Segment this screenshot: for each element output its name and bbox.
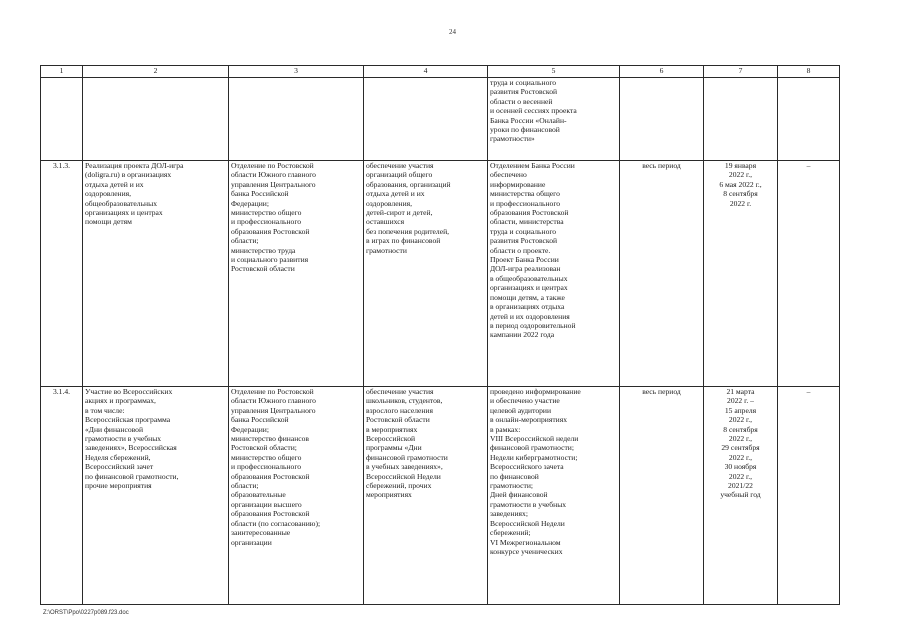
cell-line: обеспечено [490,170,527,180]
cell-line: взрослого населения [366,405,433,415]
cell-line: школьников, студентов, [366,396,443,406]
table-cell [488,78,620,161]
cell-line: Федерации; [231,198,269,208]
plan-table [40,65,840,605]
cell-line: 2021/22 [728,481,753,491]
note-cell: – [778,161,840,387]
cell-line: без попечения родителей, [366,226,450,236]
cell-line: Отделением Банка России [490,161,575,170]
file-path-footer: Z:\ORST\Ppo\0227p089.f23.doc [43,610,129,616]
cell-line: в мероприятиях [366,424,418,434]
cell-line: министерство общего [231,208,302,218]
cell-line: 2022 г. [729,198,752,208]
cell-line: конкурсе ученических [490,546,563,556]
cell-line: 8 сентября [723,424,758,434]
cell-line: 19 января [724,161,757,170]
responsible-cell [229,161,364,387]
cell-line: Недели киберграмотности; [490,452,578,462]
column-header: 4 [364,66,488,78]
cell-line: и профессионального [231,217,302,227]
cell-line: Ростовской области [366,415,430,425]
cell-line: акциях и программах, [85,396,156,406]
cell-line: Неделя сбережений, [85,452,151,462]
cell-line: Банка России «Онлайн- [490,115,567,125]
column-header: 6 [620,66,704,78]
cell-line: управления Центрального [231,179,316,189]
column-header: 1 [41,66,83,78]
cell-line: ДОЛ-игра реализован [490,264,561,274]
cell-line: развития Ростовской [490,87,558,97]
cell-line: заведениях», Всероссийская [85,443,177,453]
cell-line: в онлайн-мероприятиях [490,415,568,425]
cell-line: организации высшего [231,499,302,509]
cell-line: Всероссийской [366,434,416,444]
cell-line: области Южного главного [231,396,316,406]
cell-line: 2022 г., [728,170,753,180]
cell-line: 30 ноября [724,462,757,472]
continuation-row [41,78,840,161]
cell-line: организаций общего [366,170,433,180]
page-number: 24 [449,28,456,36]
cell-line: обеспечение участия [366,387,434,396]
column-header: 8 [778,66,840,78]
cell-line: министерства общего [490,189,560,199]
cell-line: 8 сентября [723,189,758,199]
cell-line: управления Центрального [231,405,316,415]
cell-line: министерство труда [231,245,296,255]
cell-line: Всероссийского зачета [490,462,564,472]
result-cell [488,387,620,605]
column-header: 2 [83,66,229,78]
cell-line: области; [231,236,259,246]
goal-cell [364,387,488,605]
table-row [41,387,840,605]
cell-line: по финансовой [490,471,539,481]
cell-line: в играх по финансовой [366,236,441,246]
cell-line: грамотности в учебных [85,434,162,444]
cell-line: организациях и центрах [490,283,568,293]
cell-line: отдыха детей и их [85,179,144,189]
cell-line: учебный год [720,490,761,500]
cell-line: образования Ростовской [231,471,310,481]
table-cell [778,78,840,161]
goal-cell [364,161,488,387]
cell-line: 15 апреля [724,405,757,415]
cell-line: в рамках: [490,424,521,434]
cell-line: сбережений, прочих [366,481,432,491]
cell-line: области; [231,481,259,491]
cell-line: и обеспечено участие [490,396,560,406]
cell-line: Всероссийской Недели [490,518,565,528]
cell-line: сбережений; [490,528,531,538]
cell-line: помощи детям, а также [490,292,565,302]
cell-line: области о проекте. [490,245,551,255]
cell-line: организации [231,537,272,547]
cell-line: области (по согласованию); [231,518,321,528]
column-header: 3 [229,66,364,78]
period-cell: весь период [620,161,704,387]
table-cell [704,78,778,161]
cell-line: 2022 г., [728,452,753,462]
cell-line: образовательные [231,490,286,500]
cell-line: грамотности; [490,481,534,491]
period-cell: весь период [620,387,704,605]
cell-line: Всероссийская программа [85,415,171,425]
cell-line: в том числе: [85,405,125,415]
cell-line: образования Ростовской [231,226,310,236]
header-row [41,66,840,78]
table-cell [620,78,704,161]
cell-line: Всероссийской Недели [366,471,441,481]
cell-line: заинтересованные [231,528,291,538]
cell-line: информирование [490,179,546,189]
cell-line: 6 мая 2022 г., [719,179,762,189]
cell-line: Дней финансовой [490,490,548,500]
cell-line: министерство финансов [231,434,310,444]
cell-line: финансовой грамотности [366,452,448,462]
cell-line: Проект Банка России [490,255,559,265]
cell-line: труда и социального [490,226,557,236]
table-cell [229,78,364,161]
cell-line: организациях и центрах [85,208,163,218]
cell-line: оздоровления, [85,189,132,199]
table-row [41,161,840,387]
cell-line: грамотности в учебных [490,499,567,509]
responsible-cell [229,387,364,605]
cell-line: 21 марта [726,387,755,396]
cell-line: банка Российской [231,189,289,199]
cell-line: VIII Всероссийской недели [490,434,579,444]
row-number: 3.1.4. [41,387,83,605]
column-header: 7 [704,66,778,78]
cell-line: и профессионального [490,198,561,208]
cell-line: мероприятиях [366,490,412,500]
cell-line: заведениях; [490,509,528,519]
cell-line: Отделение по Ростовской [231,387,314,396]
activity-cell [83,161,229,387]
activity-cell [83,387,229,605]
cell-line: 2022 г. – [727,396,754,406]
cell-line: образования, организаций [366,179,451,189]
cell-line: грамотности [366,245,407,255]
cell-line: грамотности» [490,134,535,144]
cell-line: в организациях отдыха [490,302,565,312]
cell-line: Участие во Всероссийских [85,387,173,396]
cell-line: помощи детям [85,217,132,227]
cell-line: развития Ростовской [490,236,558,246]
table-cell [364,78,488,161]
cell-line: банка Российской [231,415,289,425]
row-number: 3.1.3. [41,161,83,387]
cell-line: «Дни финансовой [85,424,144,434]
cell-line: детей и их оздоровления [490,311,570,321]
cell-line: Ростовской области [231,264,295,274]
cell-line: 2022 г., [728,471,753,481]
cell-line: 29 сентября [721,443,760,453]
dates-cell [704,387,778,605]
column-header: 5 [488,66,620,78]
cell-line: проведено информирование [490,387,581,396]
cell-line: уроки по финансовой [490,125,560,135]
cell-line: области о весенней [490,96,553,106]
cell-line: отдыха детей и их [366,189,425,199]
cell-line: Всероссийский зачет [85,462,154,472]
cell-line: образования Ростовской [231,509,310,519]
cell-line: (doligra.ru) в организациях [85,170,172,180]
cell-line: и социального развития [231,255,309,265]
cell-line: в учебных заведениях», [366,462,443,472]
table-cell [41,78,83,161]
cell-line: детей-сирот и детей, [366,208,433,218]
cell-line: 2022 г., [728,434,753,444]
cell-line: обеспечение участия [366,161,434,170]
table-cell [83,78,229,161]
cell-line: труда и социального [490,78,557,87]
cell-line: в период оздоровительной [490,320,576,330]
note-cell: – [778,387,840,605]
result-cell [488,161,620,387]
cell-line: области, министерства [490,217,564,227]
cell-line: Ростовской области; [231,443,297,453]
cell-line: общеобразовательных [85,198,158,208]
cell-line: Реализация проекта ДОЛ-игра [85,161,184,170]
cell-line: Отделение по Ростовской [231,161,314,170]
cell-line: и профессионального [231,462,302,472]
dates-cell [704,161,778,387]
cell-line: области Южного главного [231,170,316,180]
cell-line: образования Ростовской [490,208,569,218]
cell-line: кампании 2022 года [490,330,555,340]
cell-line: оздоровления, [366,198,413,208]
cell-line: программы «Дни [366,443,422,453]
cell-line: и осенней сессиях проекта [490,106,577,116]
cell-line: в общеобразовательных [490,273,568,283]
cell-line: целевой аудитории [490,405,552,415]
cell-line: прочие мероприятия [85,481,152,491]
cell-line: Федерации; [231,424,269,434]
cell-line: 2022 г., [728,415,753,425]
cell-line: по финансовой грамотности, [85,471,179,481]
cell-line: VI Межрегиональном [490,537,561,547]
cell-line: финансовой грамотности; [490,443,574,453]
cell-line: министерство общего [231,452,302,462]
cell-line: оставшихся [366,217,405,227]
